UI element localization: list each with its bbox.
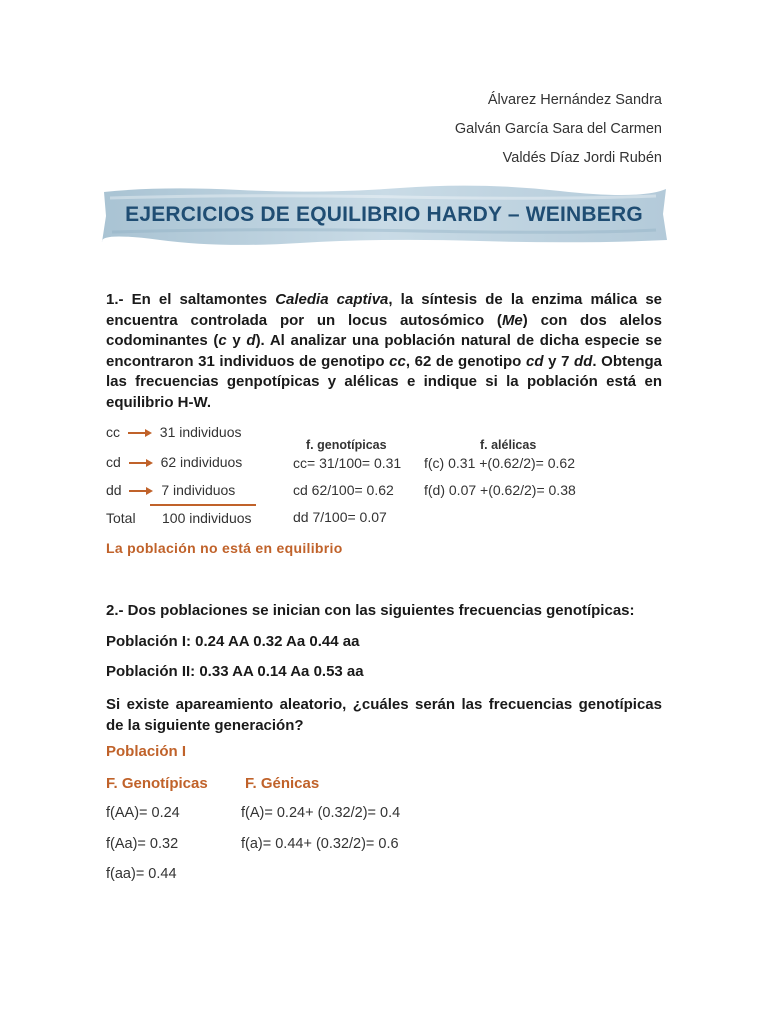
genotypic-header: f. genotípicas [306,438,387,452]
author-3: Valdés Díaz Jordi Rubén [502,150,662,166]
allelic-header: f. alélicas [480,438,537,452]
author-1: Álvarez Hernández Sandra [487,92,662,108]
genotypic-heading: F. Genotípicas [106,775,208,792]
author-2: Galván García Sara del Carmen [454,121,662,137]
answer-1: La población no está en equilibrio [106,540,343,556]
freq-aa: f(aa)= 0.44 [106,866,177,882]
page-title: EJERCICIOS DE EQUILIBRIO HARDY – WEINBERG [125,203,643,226]
freq-Aa: f(Aa)= 0.32 [106,836,179,852]
arrow-icon [128,428,152,438]
title-banner [100,184,668,246]
genotypic-cd: cd 62/100= 0.62 [293,482,394,498]
population-1: Población I: 0.24 AA 0.32 Aa 0.44 aa [106,633,360,650]
allelic-d: f(d) 0.07 +(0.62/2)= 0.38 [424,482,576,498]
genic-heading: F. Génicas [245,775,320,792]
freq-A: f(A)= 0.24+ (0.32/2)= 0.4 [241,805,401,821]
freq-AA: f(AA)= 0.24 [106,805,180,821]
population-1-heading: Población I [106,743,187,760]
total-value: 100 individuos [162,510,252,526]
arrow-icon [129,458,153,468]
genotype-row-cd: cd 62 individuos [106,454,243,470]
genotype-row-cc: cc 31 individuos [106,424,242,440]
sum-underline [150,504,256,506]
allelic-c: f(c) 0.31 +(0.62/2)= 0.62 [424,455,575,471]
population-2: Población II: 0.33 AA 0.14 Aa 0.53 aa [106,663,364,680]
question-1: 1.- En el saltamontes Caledia captiva, la síntesis de la enzima málica se encuentra controlada por un locus autosómico (Me) con dos alelos codominantes (c y d). Al analizar una población natural de dicha especie se encontraron 31 individuos de genotipo cc, 62 de genotipo cd y 7 dd. Obtenga las frecuencias genpotípicas y alélicas e indique si la población está en equilibrio H-W. [106,291,662,411]
arrow-icon [129,486,153,496]
genotypic-dd: dd 7/100= 0.07 [293,509,387,525]
genotypic-cc: cc= 31/100= 0.31 [293,455,402,471]
freq-a: f(a)= 0.44+ (0.32/2)= 0.6 [241,836,399,852]
question-2-intro: 2.- Dos poblaciones se inician con las siguientes frecuencias genotípicas: [106,602,635,619]
genotype-row-dd: dd 7 individuos [106,482,236,498]
total-label: Total [106,510,136,526]
question-2: Si existe apareamiento aleatorio, ¿cuáles serán las frecuencias genotípicas de la siguiente generación? [106,696,662,734]
